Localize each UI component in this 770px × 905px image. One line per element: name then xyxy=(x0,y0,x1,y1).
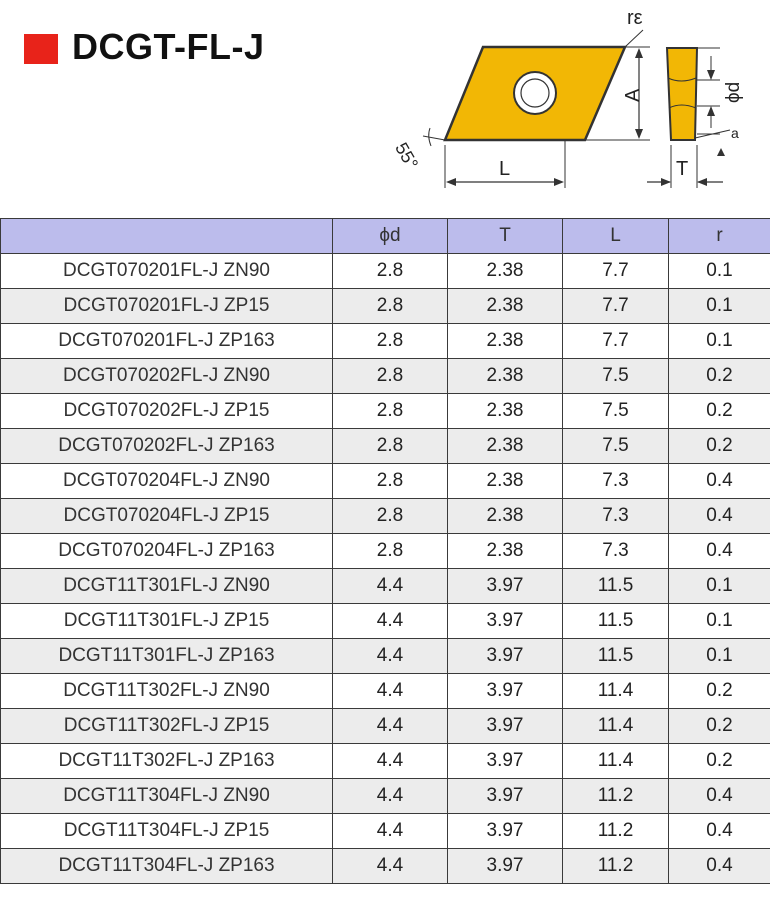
hole-diameter-label: ϕd xyxy=(723,81,744,103)
cell-length: 7.7 xyxy=(563,324,669,359)
cell-radius: 0.4 xyxy=(669,534,770,569)
cell-thickness: 2.38 xyxy=(448,394,563,429)
cell-hole-diameter: 4.4 xyxy=(333,744,448,779)
cell-model: DCGT070204FL-J ZP163 xyxy=(1,534,333,569)
table-row xyxy=(1,569,770,604)
cell-length: 7.7 xyxy=(563,289,669,324)
cell-model: DCGT070201FL-J ZP163 xyxy=(1,324,333,359)
cell-radius: 0.2 xyxy=(669,674,770,709)
column-header-thickness: T xyxy=(448,219,563,254)
cell-thickness: 2.38 xyxy=(448,289,563,324)
table-row xyxy=(1,359,770,394)
cell-model: DCGT11T302FL-J ZP15 xyxy=(1,709,333,744)
cell-thickness: 2.38 xyxy=(448,429,563,464)
cell-radius: 0.4 xyxy=(669,464,770,499)
column-header-hole-diameter: ϕd xyxy=(333,219,448,254)
cell-thickness: 3.97 xyxy=(448,814,563,849)
cell-hole-diameter: 2.8 xyxy=(333,359,448,394)
cell-length: 11.4 xyxy=(563,674,669,709)
cell-thickness: 2.38 xyxy=(448,499,563,534)
table-row xyxy=(1,674,770,709)
cell-thickness: 2.38 xyxy=(448,359,563,394)
cell-length: 7.3 xyxy=(563,464,669,499)
cell-hole-diameter: 4.4 xyxy=(333,604,448,639)
column-header-radius: r xyxy=(669,219,770,254)
cell-length: 11.4 xyxy=(563,744,669,779)
table-row xyxy=(1,394,770,429)
cell-radius: 0.4 xyxy=(669,779,770,814)
cell-model: DCGT11T301FL-J ZP15 xyxy=(1,604,333,639)
cell-radius: 0.1 xyxy=(669,639,770,674)
cell-length: 7.7 xyxy=(563,254,669,289)
cell-model: DCGT070202FL-J ZN90 xyxy=(1,359,333,394)
cell-radius: 0.4 xyxy=(669,849,770,884)
cell-radius: 0.2 xyxy=(669,359,770,394)
cell-length: 7.5 xyxy=(563,359,669,394)
cell-model: DCGT070202FL-J ZP163 xyxy=(1,429,333,464)
insert-dimension-diagram xyxy=(375,0,770,200)
cell-model: DCGT070201FL-J ZP15 xyxy=(1,289,333,324)
cell-model: DCGT11T304FL-J ZN90 xyxy=(1,779,333,814)
cell-hole-diameter: 4.4 xyxy=(333,709,448,744)
cell-thickness: 3.97 xyxy=(448,744,563,779)
cell-radius: 0.2 xyxy=(669,709,770,744)
cell-thickness: 3.97 xyxy=(448,849,563,884)
cell-model: DCGT070201FL-J ZN90 xyxy=(1,254,333,289)
cell-radius: 0.1 xyxy=(669,289,770,324)
cell-hole-diameter: 4.4 xyxy=(333,814,448,849)
length-label: L xyxy=(499,158,511,180)
cell-radius: 0.4 xyxy=(669,499,770,534)
table-row xyxy=(1,429,770,464)
cell-thickness: 3.97 xyxy=(448,709,563,744)
cell-hole-diameter: 2.8 xyxy=(333,429,448,464)
clearance-label: a xyxy=(731,125,739,141)
cell-hole-diameter: 4.4 xyxy=(333,639,448,674)
cell-radius: 0.2 xyxy=(669,744,770,779)
cell-length: 11.5 xyxy=(563,569,669,604)
column-header-length: L xyxy=(563,219,669,254)
cell-hole-diameter: 2.8 xyxy=(333,534,448,569)
cell-model: DCGT11T301FL-J ZP163 xyxy=(1,639,333,674)
thickness-label: T xyxy=(676,158,689,180)
page-title: DCGT-FL-J xyxy=(72,26,265,67)
cell-thickness: 3.97 xyxy=(448,639,563,674)
cell-hole-diameter: 4.4 xyxy=(333,849,448,884)
cell-length: 7.5 xyxy=(563,394,669,429)
cell-model: DCGT11T302FL-J ZP163 xyxy=(1,744,333,779)
cell-length: 7.3 xyxy=(563,499,669,534)
corner-radius-label: rε xyxy=(627,7,643,29)
red-square-marker xyxy=(24,34,58,64)
cell-model: DCGT070204FL-J ZP15 xyxy=(1,499,333,534)
cell-hole-diameter: 2.8 xyxy=(333,464,448,499)
table-row xyxy=(1,849,770,884)
cell-hole-diameter: 2.8 xyxy=(333,394,448,429)
cell-length: 11.5 xyxy=(563,639,669,674)
cell-length: 11.2 xyxy=(563,779,669,814)
table-row xyxy=(1,289,770,324)
cell-model: DCGT11T304FL-J ZP15 xyxy=(1,814,333,849)
angle-label: 55° xyxy=(391,139,423,173)
cell-radius: 0.2 xyxy=(669,394,770,429)
column-header-model xyxy=(1,219,333,254)
cell-thickness: 3.97 xyxy=(448,604,563,639)
cell-hole-diameter: 4.4 xyxy=(333,779,448,814)
cell-thickness: 3.97 xyxy=(448,674,563,709)
cell-model: DCGT11T304FL-J ZP163 xyxy=(1,849,333,884)
cell-hole-diameter: 4.4 xyxy=(333,674,448,709)
cell-thickness: 2.38 xyxy=(448,464,563,499)
cell-thickness: 2.38 xyxy=(448,324,563,359)
cell-radius: 0.1 xyxy=(669,569,770,604)
cell-length: 7.3 xyxy=(563,534,669,569)
cell-radius: 0.1 xyxy=(669,604,770,639)
cell-model: DCGT070204FL-J ZN90 xyxy=(1,464,333,499)
cell-radius: 0.2 xyxy=(669,429,770,464)
insert-side-view xyxy=(667,48,697,140)
specification-table xyxy=(0,218,770,884)
table-row xyxy=(1,744,770,779)
cell-radius: 0.1 xyxy=(669,324,770,359)
table-row xyxy=(1,814,770,849)
height-label: A xyxy=(622,88,644,102)
cell-hole-diameter: 4.4 xyxy=(333,569,448,604)
cell-length: 11.2 xyxy=(563,814,669,849)
cell-length: 11.2 xyxy=(563,849,669,884)
table-header-row xyxy=(1,219,770,254)
product-header xyxy=(0,0,770,200)
cell-thickness: 2.38 xyxy=(448,254,563,289)
cell-thickness: 3.97 xyxy=(448,779,563,814)
cell-length: 7.5 xyxy=(563,429,669,464)
cell-model: DCGT070202FL-J ZP15 xyxy=(1,394,333,429)
cell-hole-diameter: 2.8 xyxy=(333,254,448,289)
cell-thickness: 3.97 xyxy=(448,569,563,604)
table-row xyxy=(1,464,770,499)
cell-length: 11.5 xyxy=(563,604,669,639)
cell-hole-diameter: 2.8 xyxy=(333,289,448,324)
table-row xyxy=(1,534,770,569)
table-row xyxy=(1,499,770,534)
cell-model: DCGT11T302FL-J ZN90 xyxy=(1,674,333,709)
cell-hole-diameter: 2.8 xyxy=(333,324,448,359)
cell-radius: 0.1 xyxy=(669,254,770,289)
table-row xyxy=(1,604,770,639)
table-row xyxy=(1,779,770,814)
cell-length: 11.4 xyxy=(563,709,669,744)
table-row xyxy=(1,254,770,289)
cell-thickness: 2.38 xyxy=(448,534,563,569)
cell-radius: 0.4 xyxy=(669,814,770,849)
table-row xyxy=(1,324,770,359)
table-row xyxy=(1,709,770,744)
table-row xyxy=(1,639,770,674)
cell-hole-diameter: 2.8 xyxy=(333,499,448,534)
cell-model: DCGT11T301FL-J ZN90 xyxy=(1,569,333,604)
